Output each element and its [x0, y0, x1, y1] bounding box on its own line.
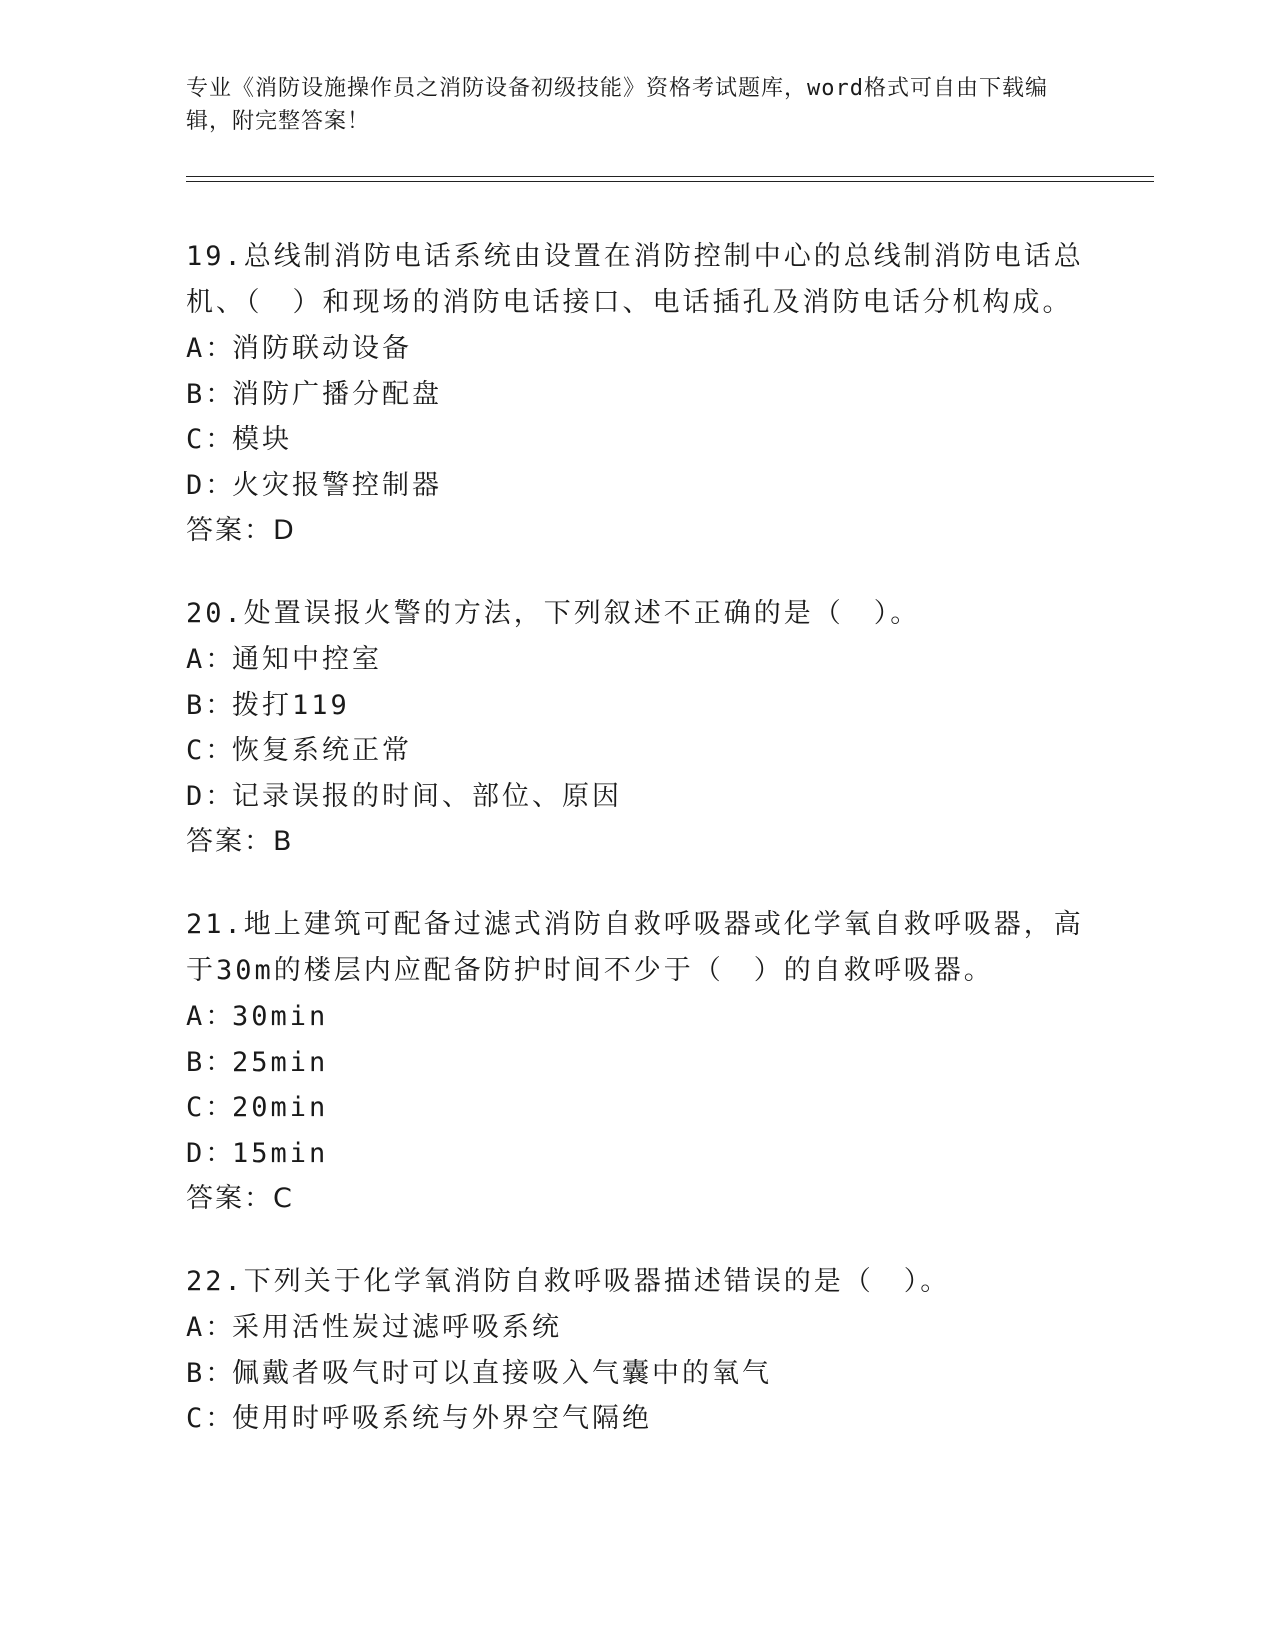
option-letter: D： — [186, 780, 236, 812]
option-text: 恢复系统正常 — [232, 735, 412, 766]
option-a — [186, 637, 1086, 683]
option-a — [186, 994, 1086, 1040]
option-text: 模块 — [232, 424, 292, 455]
option-a — [186, 1305, 1086, 1351]
option-text: 采用活性炭过滤呼吸系统 — [232, 1312, 562, 1343]
option-c — [186, 728, 1086, 774]
option-b — [186, 683, 1086, 729]
question-stem: 19.总线制消防电话系统由设置在消防控制中心的总线制消防电话总机、（ ）和现场的消防电话接口、电话插孔及消防电话分机构成。 — [186, 241, 1084, 318]
option-text: 消防联动设备 — [232, 333, 412, 364]
question-stem: 20.处置误报火警的方法，下列叙述不正确的是（ ）。 — [186, 598, 921, 629]
option-text: 通知中控室 — [232, 644, 382, 675]
header-divider-bottom — [186, 181, 1154, 182]
answer-line: 答案：C — [186, 1183, 294, 1214]
option-text: 30min — [232, 1001, 329, 1032]
option-letter: D： — [186, 1137, 236, 1169]
option-letter: C： — [186, 1403, 236, 1434]
option-c — [186, 1396, 1086, 1442]
option-letter: A： — [186, 1001, 236, 1032]
option-letter: C： — [186, 424, 236, 455]
option-d — [186, 1131, 1086, 1177]
question-19 — [186, 234, 1086, 554]
option-text: 火灾报警控制器 — [232, 469, 442, 501]
option-text: 使用时呼吸系统与外界空气隔绝 — [232, 1403, 652, 1434]
option-letter: A： — [186, 333, 236, 364]
option-d — [186, 463, 1086, 509]
option-letter: D： — [186, 469, 236, 501]
header-divider-top — [186, 176, 1154, 177]
option-c — [186, 417, 1086, 463]
answer-line: 答案：B — [186, 826, 294, 857]
option-b — [186, 1351, 1086, 1397]
option-b — [186, 1040, 1086, 1086]
option-text: 20min — [232, 1092, 329, 1123]
option-letter: C： — [186, 735, 236, 766]
option-letter: B： — [186, 1046, 236, 1078]
option-text: 25min — [232, 1046, 329, 1078]
question-21 — [186, 902, 1086, 1222]
option-letter: C： — [186, 1092, 236, 1123]
question-stem: 21.地上建筑可配备过滤式消防自救呼吸器或化学氧自救呼吸器，高于30m的楼层内应配备防护时间不少于（ ）的自救呼吸器。 — [186, 909, 1084, 986]
question-22 — [186, 1259, 1086, 1442]
option-letter: B： — [186, 1357, 236, 1389]
option-text: 记录误报的时间、部位、原因 — [232, 780, 622, 812]
question-stem: 22.下列关于化学氧消防自救呼吸器描述错误的是（ ）。 — [186, 1266, 951, 1297]
option-b — [186, 372, 1086, 418]
document-header: 专业《消防设施操作员之消防设备初级技能》资格考试题库，word格式可自由下载编辑，附完整答案！ — [186, 76, 1048, 134]
option-text: 消防广播分配盘 — [232, 378, 442, 410]
option-text: 拨打119 — [232, 689, 350, 721]
question-list — [186, 234, 1086, 1479]
option-a — [186, 326, 1086, 372]
option-letter: A： — [186, 644, 236, 675]
option-letter: B： — [186, 689, 236, 721]
option-letter: B： — [186, 378, 236, 410]
option-d — [186, 774, 1086, 820]
option-text: 佩戴者吸气时可以直接吸入气囊中的氧气 — [232, 1357, 772, 1389]
option-c — [186, 1085, 1086, 1131]
answer-line: 答案：D — [186, 515, 296, 546]
option-text: 15min — [232, 1137, 329, 1169]
option-letter: A： — [186, 1312, 236, 1343]
question-20 — [186, 591, 1086, 865]
